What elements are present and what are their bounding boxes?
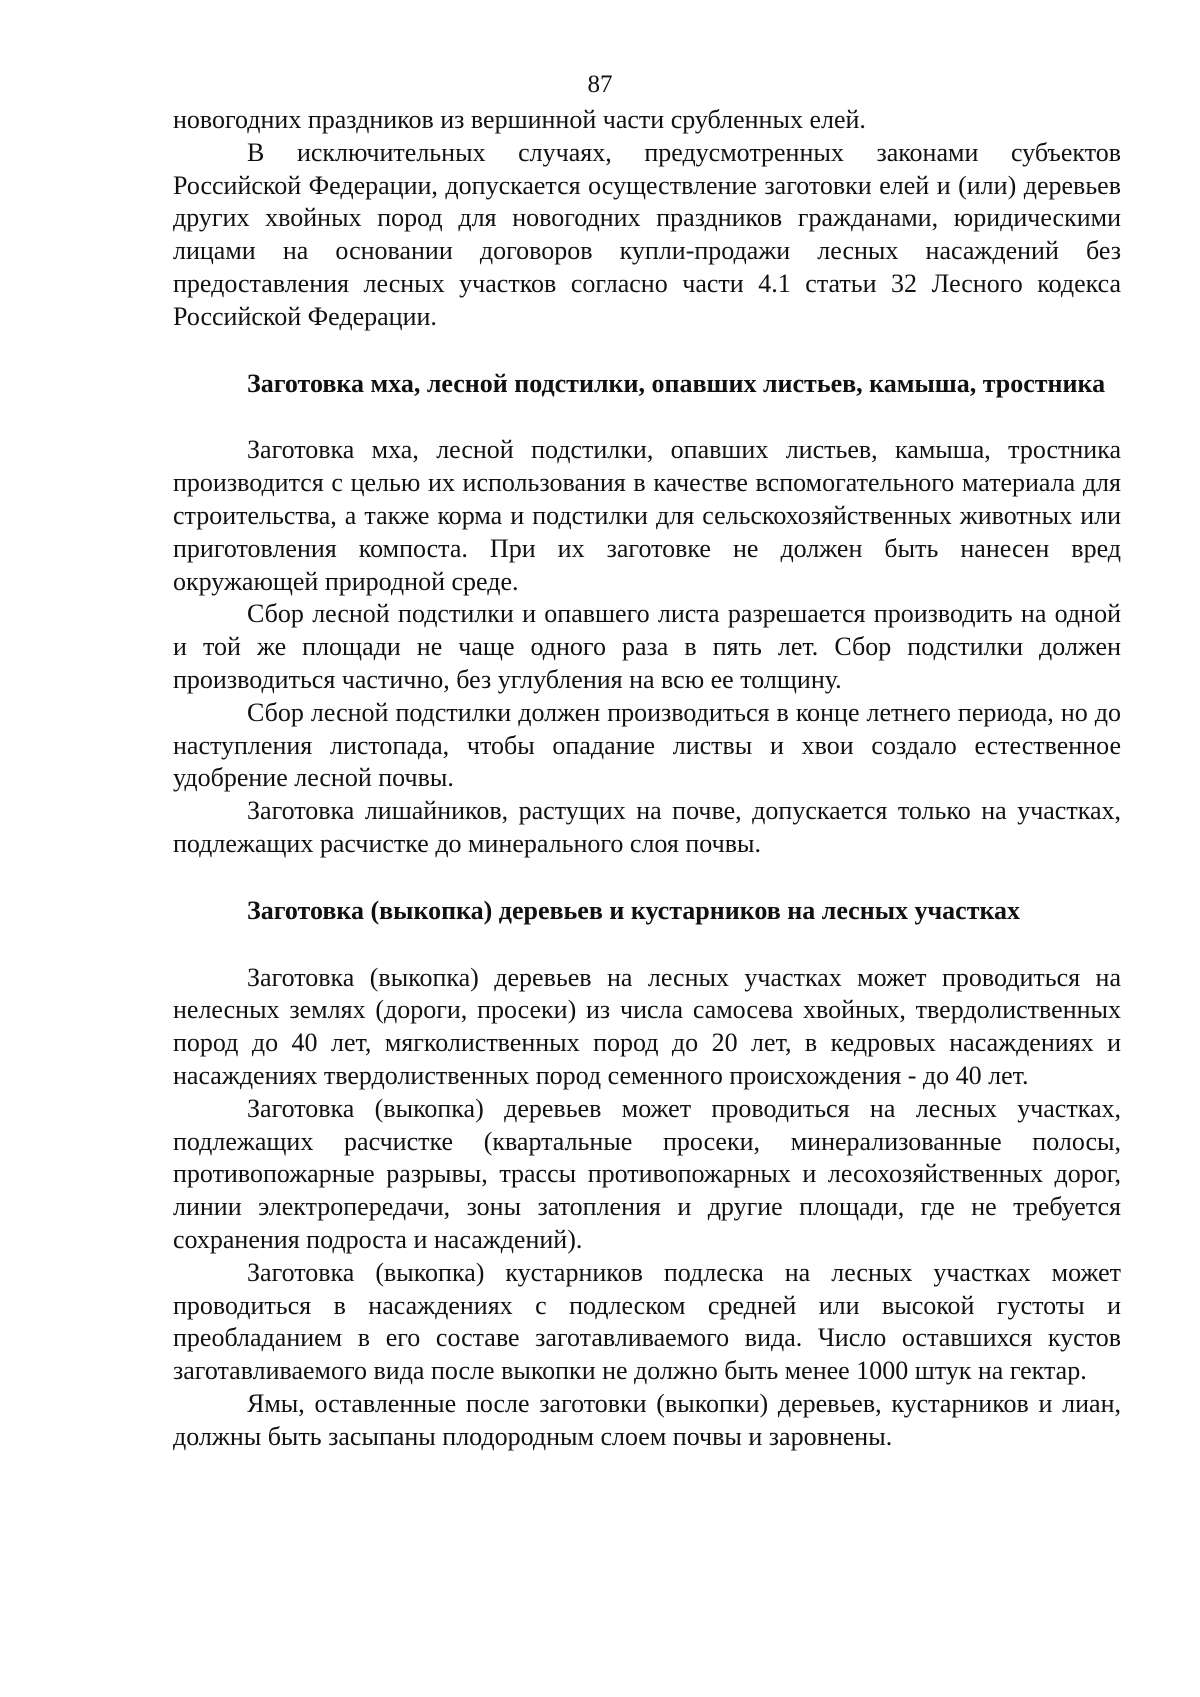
- paragraph: Заготовка (выкопка) деревьев на лесных участках может проводиться на нелесных землях (дороги, просеки) из числа самосева хвойных, твердолиственных пород до 40 лет, мягколиственных пород до 20 лет, в кедровых насаждениях и насаждениях твердолиственных пород семенного происхождения - до 40 лет.: [173, 962, 1121, 1090]
- paragraph: новогодних праздников из вершинной части срубленных елей.: [173, 105, 866, 134]
- paragraph: Заготовка (выкопка) кустарников подлеска на лесных участках может проводиться в насаждениях с подлеском средней или высокой густоты и преобладанием в его составе заготавливаемого вида. Число оставшихся кустов заготавливаемого вида после выкопки не должно быть менее 1000 штук на гектар.: [173, 1257, 1121, 1386]
- paragraph: В исключительных случаях, предусмотренных законами субъектов Российской Федерации, допускается осуществление заготовки елей и (или) деревьев других хвойных пород для новогодних праздников гражданами, юридическими лицами на основании договоров купли-продажи лесных насаждений без предоставления лесных участков согласно части 4.1 статьи 32 Лесного кодекса Российской Федерации.: [173, 137, 1121, 331]
- paragraph: Заготовка лишайников, растущих на почве, допускается только на участках, подлежащих расчистке до минерального слоя почвы.: [173, 796, 1121, 858]
- page-number: 87: [587, 71, 613, 98]
- paragraph: Сбор лесной подстилки должен производиться в конце летнего периода, но до наступления листопада, чтобы опадание листвы и хвои создало естественное удобрение лесной почвы.: [173, 697, 1121, 793]
- section-heading: Заготовка мха, лесной подстилки, опавших листьев, камыша, тростника: [247, 368, 1106, 398]
- paragraph: Заготовка (выкопка) деревьев может проводиться на лесных участках, подлежащих расчистке (квартальные просеки, минерализованные полосы, противопожарные разрывы, трассы противопожарных и лесохозяйственных дорог, линии электропередачи, зоны затопления и другие площади, где не требуется сохранения подроста и насаждений).: [173, 1093, 1121, 1254]
- paragraph: Сбор лесной подстилки и опавшего листа разрешается производить на одной и той же площади не чаще одного раза в пять лет. Сбор подстилки должен производиться частично, без углубления на всю ее толщину.: [173, 599, 1121, 694]
- paragraph: Заготовка мха, лесной подстилки, опавших листьев, камыша, тростника производится с целью их использования в качестве вспомогательного материала для строительства, а также корма и подстилки для сельскохозяйственных животных или приготовления компоста. При их заготовке не должен быть нанесен вред окружающей природной среде.: [173, 435, 1121, 596]
- section-heading: Заготовка (выкопка) деревьев и кустарников на лесных участках: [247, 895, 1021, 925]
- page-content: [173, 104, 1121, 1453]
- paragraph: Ямы, оставленные после заготовки (выкопки) деревьев, кустарников и лиан, должны быть засыпаны плодородным слоем почвы и заровнены.: [173, 1388, 1121, 1451]
